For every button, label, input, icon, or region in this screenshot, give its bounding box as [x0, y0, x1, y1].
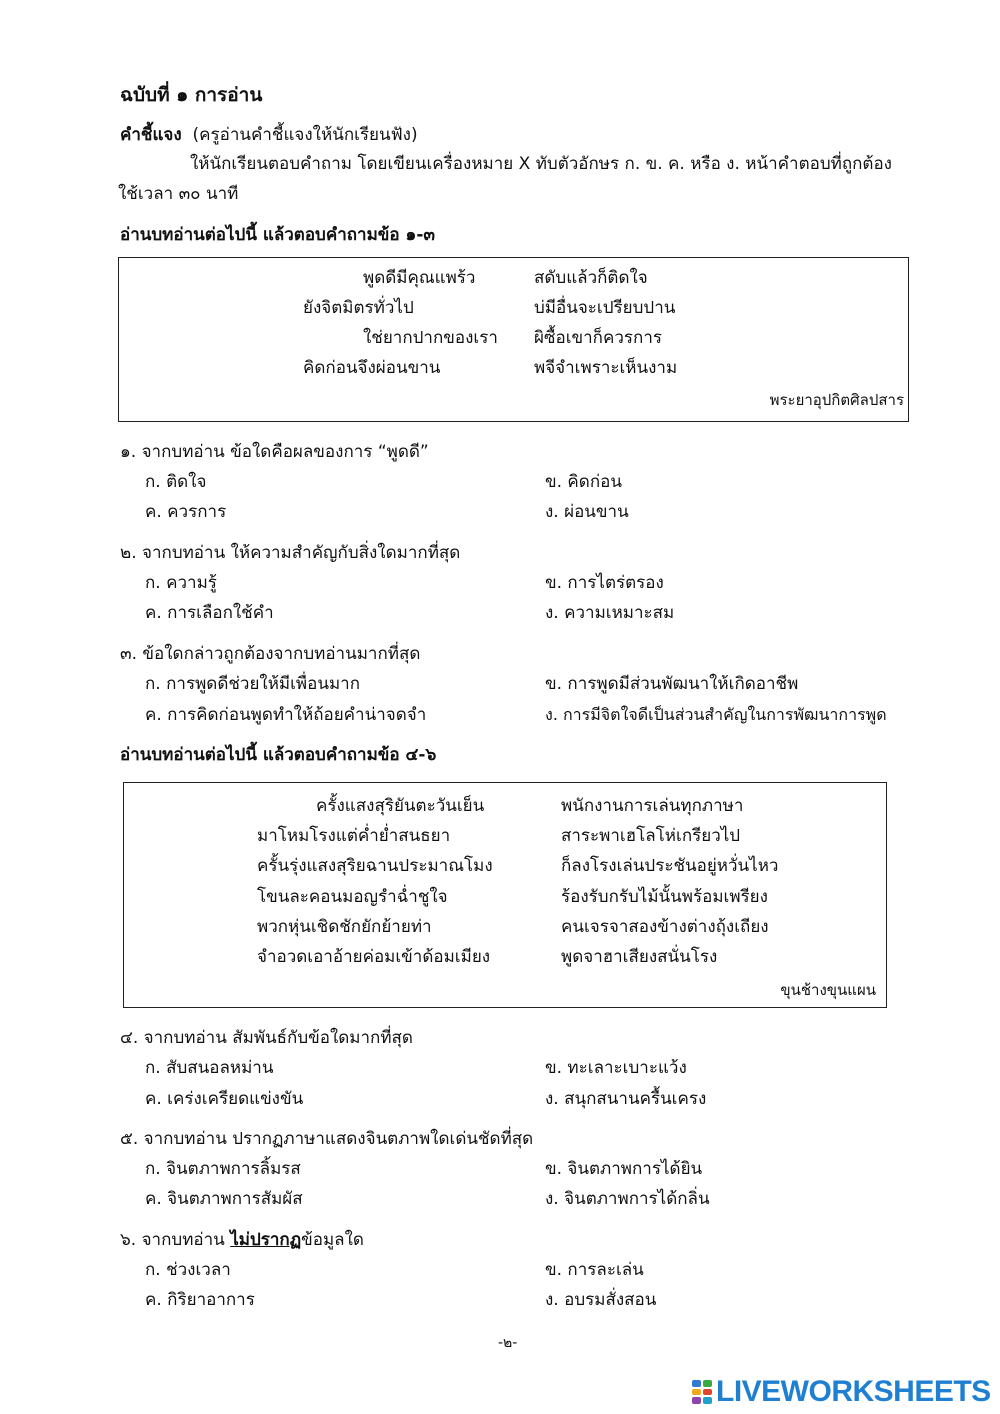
instruction-label: คำชี้แจง [120, 125, 182, 145]
question-6-prefix: ๖. จากบทอ่าน [120, 1230, 231, 1250]
choice-b[interactable]: ข. การละเล่น [545, 1260, 644, 1280]
choice-c[interactable]: ค. การคิดก่อนพูดทำให้ถ้อยคำน่าจดจำ [145, 705, 427, 725]
choice-c[interactable]: ค. การเลือกใช้คำ [145, 603, 274, 623]
choice-c[interactable]: ค. จินตภาพการสัมผัส [145, 1189, 303, 1209]
question-6-suffix: ข้อมูลใด [301, 1230, 364, 1250]
question-6 [120, 1230, 364, 1250]
question-6-emphasis: ไม่ปรากฏ [230, 1230, 302, 1250]
poem1-line-left: พูดดีมีคุณแพร้ว [363, 268, 476, 288]
poem1-line-left: ยังจิตมิตรทั่วไป [303, 298, 414, 318]
question-3: ๓. ข้อใดกล่าวถูกต้องจากบทอ่านมากที่สุด [120, 644, 421, 664]
poem1-line-right: พจีจำเพราะเห็นงาม [534, 358, 678, 378]
choice-a[interactable]: ก. ช่วงเวลา [145, 1260, 231, 1280]
poem2-line-right: สาระพาเฮโลโห่เกรียวไป [561, 826, 741, 846]
liveworksheets-logo[interactable] [692, 1375, 991, 1409]
choice-d[interactable]: ง. ผ่อนขาน [545, 502, 629, 522]
poem2-line-right: คนเจรจาสองข้างต่างถุ้งเถียง [561, 917, 769, 937]
poem1-line-right: บ่มีอื่นจะเปรียบปาน [534, 298, 676, 318]
question-4: ๔. จากบทอ่าน สัมพันธ์กับข้อใดมากที่สุด [120, 1028, 413, 1048]
choice-d[interactable]: ง. จินตภาพการได้กลิ่น [545, 1189, 710, 1209]
poem2-line-right: พูดจาฮาเสียงสนั่นโรง [561, 947, 718, 967]
choice-a[interactable]: ก. การพูดดีช่วยให้มีเพื่อนมาก [145, 674, 361, 694]
section2-heading: อ่านบทอ่านต่อไปนี้ แล้วตอบคำถามข้อ ๔-๖ [120, 745, 437, 765]
choice-b[interactable]: ข. จินตภาพการได้ยิน [545, 1159, 703, 1179]
choice-d[interactable]: ง. ความเหมาะสม [545, 603, 675, 623]
question-5: ๕. จากบทอ่าน ปรากฏภาษาแสดงจินตภาพใดเด่นชัดที่สุด [120, 1129, 534, 1149]
poem2-line-left: พวกหุ่นเชิดชักยักย้ายท่า [257, 917, 432, 937]
liveworksheets-icon [692, 1380, 712, 1404]
poem2-line-right: ก็ลงโรงเล่นประชันอยู่หวั่นไหว [561, 856, 779, 876]
choice-b[interactable]: ข. การพูดมีส่วนพัฒนาให้เกิดอาชีพ [545, 674, 799, 694]
choice-d[interactable]: ง. สนุกสนานครื้นเครง [545, 1089, 707, 1109]
choice-c[interactable]: ค. กิริยาอาการ [145, 1290, 255, 1310]
page-number: -๒- [498, 1335, 518, 1351]
poem2-line-left: โขนละคอนมอญรำฉ่ำชูใจ [257, 887, 448, 907]
poem2-line-left: มาโหมโรงแต่ค่ำย่ำสนธยา [257, 826, 451, 846]
choice-c[interactable]: ค. เคร่งเครียดแข่งขัน [145, 1089, 304, 1109]
poem2-line-left: จำอวดเอาอ้ายค่อมเข้าด้อมเมียง [257, 947, 491, 967]
question-1: ๑. จากบทอ่าน ข้อใดคือผลของการ “พูดดี” [120, 442, 429, 462]
poem1-line-left: ใช่ยากปากของเรา [363, 328, 498, 348]
poem1-line-right: ผิซื้อเขาก็ควรการ [534, 328, 662, 348]
poem2-credit: ขุนช้างขุนแผน [780, 981, 876, 999]
poem-box-1 [118, 257, 909, 422]
page-title: ฉบับที่ ๑ การอ่าน [120, 84, 263, 106]
poem2-line-left: ครั้งแสงสุริยันตะวันเย็น [316, 796, 485, 816]
choice-b[interactable]: ข. ทะเลาะเบาะแว้ง [545, 1058, 687, 1078]
logo-text: LIVEWORKSHEETS [716, 1375, 991, 1408]
choice-a[interactable]: ก. สับสนอลหม่าน [145, 1058, 274, 1078]
poem2-line-right: ร้องรับกรับไม้นั้นพร้อมเพรียง [561, 887, 768, 907]
instruction-line-1: ให้นักเรียนตอบคำถาม โดยเขียนเครื่องหมาย X ทับตัวอักษร ก. ข. ค. หรือ ง. หน้าคำตอบที่ถูกต้อง [190, 154, 892, 174]
poem-box-2 [123, 782, 887, 1008]
choice-c[interactable]: ค. ควรการ [145, 502, 227, 522]
choice-a[interactable]: ก. ความรู้ [145, 573, 217, 593]
choice-d[interactable]: ง. อบรมสั่งสอน [545, 1290, 657, 1310]
instruction-line-2: ใช้เวลา ๓๐ นาที [118, 184, 239, 204]
choice-d[interactable]: ง. การมีจิตใจดีเป็นส่วนสำคัญในการพัฒนาการพูด [545, 705, 887, 724]
instruction-note: (ครูอ่านคำชี้แจงให้นักเรียนฟัง) [192, 125, 418, 145]
poem1-credit: พระยาอุปกิตศิลปสาร [769, 391, 904, 409]
choice-b[interactable]: ข. การไตร่ตรอง [545, 573, 664, 593]
choice-b[interactable]: ข. คิดก่อน [545, 472, 622, 492]
poem1-line-left: คิดก่อนจึงผ่อนขาน [303, 358, 441, 378]
choice-a[interactable]: ก. ติดใจ [145, 472, 207, 492]
choice-a[interactable]: ก. จินตภาพการลิ้มรส [145, 1159, 301, 1179]
section1-heading: อ่านบทอ่านต่อไปนี้ แล้วตอบคำถามข้อ ๑-๓ [120, 225, 436, 245]
question-2: ๒. จากบทอ่าน ให้ความสำคัญกับสิ่งใดมากที่สุด [120, 543, 461, 563]
poem2-line-left: ครั้นรุ่งแสงสุริยฉานประมาณโมง [257, 856, 493, 876]
instruction-heading [120, 125, 418, 145]
poem1-line-right: สดับแล้วก็ติดใจ [534, 268, 648, 288]
poem2-line-right: พนักงานการเล่นทุกภาษา [561, 796, 744, 816]
